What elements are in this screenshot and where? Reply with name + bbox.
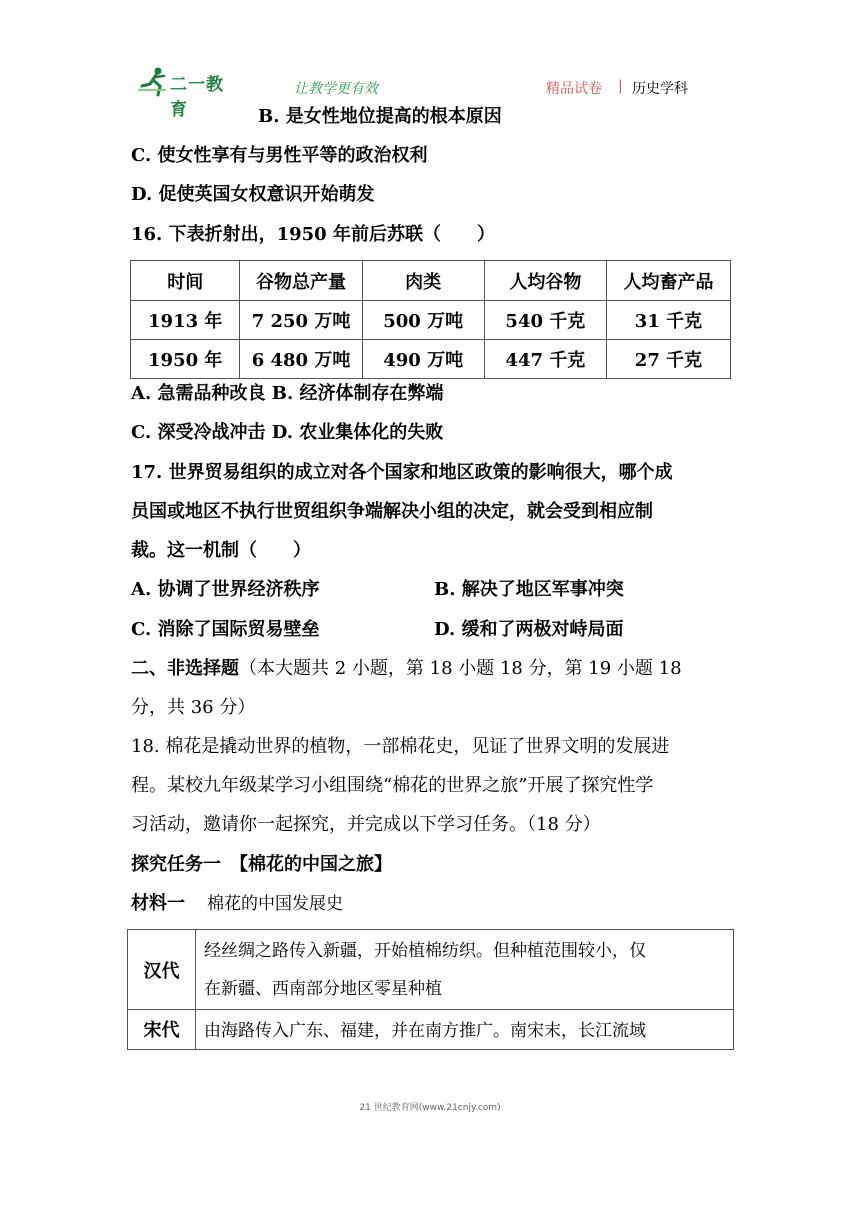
table-header: 时间 <box>131 261 240 301</box>
material-title: 棉花的中国发展史 <box>207 894 343 914</box>
description-line: 经丝绸之路传入新疆，开始植棉纺织。但种植范围较小，仅 <box>204 940 646 961</box>
paper-title: 精品试卷 <box>546 81 602 97</box>
table-cell: 1950 年 <box>131 340 240 379</box>
subject-label: 历史学科 <box>632 81 688 97</box>
q17-stem-line2: 员国或地区不执行世贸组织争端解决小组的决定，就会受到相应制 <box>131 501 653 522</box>
table-header: 肉类 <box>362 261 484 301</box>
footer-source: 21 世纪教育网(www.21cnjy.com) <box>359 1103 501 1113</box>
table-header-row <box>131 261 731 301</box>
material-label: 材料一 <box>131 893 185 914</box>
description-cell <box>196 930 734 1010</box>
q16-options-cd: C. 深受冷战冲击 D. 农业集体化的失败 <box>131 422 444 443</box>
table-cell: 27 千克 <box>606 340 730 379</box>
q16-table <box>130 260 731 379</box>
q17-option-c: C. 消除了国际贸易壁垒 <box>131 619 320 640</box>
q17-option-d: D. 缓和了两极对峙局面 <box>434 619 624 640</box>
q17-option-a: A. 协调了世界经济秩序 <box>131 579 320 600</box>
period-cell: 汉代 <box>128 930 196 1010</box>
q18-line3: 习活动，邀请你一起探究，并完成以下学习任务。（18 分） <box>131 814 601 835</box>
q17-stem-line1: 17. 世界贸易组织的成立对各个国家和地区政策的影响很大，哪个成 <box>131 462 673 483</box>
material-heading <box>131 891 343 917</box>
q15-option-c: C. 使女性享有与男性平等的政治权利 <box>131 145 428 166</box>
slogan: 让教学更有效 <box>294 81 378 97</box>
brand-logo <box>136 66 240 120</box>
table-row <box>128 1010 734 1050</box>
q15-option-d: D. 促使英国女权意识开始萌发 <box>131 184 375 205</box>
q18-line2: 程。某校九年级某学习小组围绕“棉花的世界之旅”开展了探究性学 <box>131 775 654 796</box>
q18-line1: 18. 棉花是撬动世界的植物，一部棉花史，见证了世界文明的发展进 <box>131 736 670 757</box>
q16-options-ab: A. 急需品种改良 B. 经济体制存在弊端 <box>131 383 444 404</box>
table-cell: 6 480 万吨 <box>240 340 362 379</box>
table-header: 人均畜产品 <box>606 261 730 301</box>
table-cell: 447 千克 <box>484 340 606 379</box>
period-cell: 宋代 <box>128 1010 196 1050</box>
table-cell: 540 千克 <box>484 301 606 340</box>
table-cell: 7 250 万吨 <box>240 301 362 340</box>
q17-stem-line3: 裁。这一机制（ ） <box>131 540 311 561</box>
table-cell: 31 千克 <box>606 301 730 340</box>
description-cell <box>196 1010 734 1050</box>
q15-option-b: B. 是女性地位提高的根本原因 <box>258 106 502 127</box>
cotton-history-table <box>127 929 734 1050</box>
table-header: 人均谷物 <box>484 261 606 301</box>
section2-title: 二、非选择题 <box>131 658 239 679</box>
section2-note: （本大题共 2 小题，第 18 小题 18 分，第 19 小题 18 <box>239 658 682 679</box>
section2-note-line2: 分，共 36 分） <box>131 697 256 718</box>
q16-stem: 16. 下表折射出，1950 年前后苏联（ ） <box>131 224 495 245</box>
table-row <box>131 340 731 379</box>
header-separator: | <box>618 78 623 94</box>
description-line: 由海路传入广东、福建，并在南方推广。南宋末，长江流域 <box>204 1021 646 1041</box>
section2-heading <box>131 656 682 682</box>
table-header: 谷物总产量 <box>240 261 362 301</box>
task1-heading: 探究任务一 【棉花的中国之旅】 <box>131 854 392 875</box>
table-row <box>131 301 731 340</box>
table-cell: 1913 年 <box>131 301 240 340</box>
runner-icon <box>136 66 170 98</box>
description-line: 在新疆、西南部分地区零星种植 <box>204 978 442 999</box>
table-cell: 490 万吨 <box>362 340 484 379</box>
logo-text: 二一教育 <box>170 75 224 120</box>
table-cell: 500 万吨 <box>362 301 484 340</box>
table-row <box>128 930 734 1010</box>
q17-option-b: B. 解决了地区军事冲突 <box>434 579 624 600</box>
